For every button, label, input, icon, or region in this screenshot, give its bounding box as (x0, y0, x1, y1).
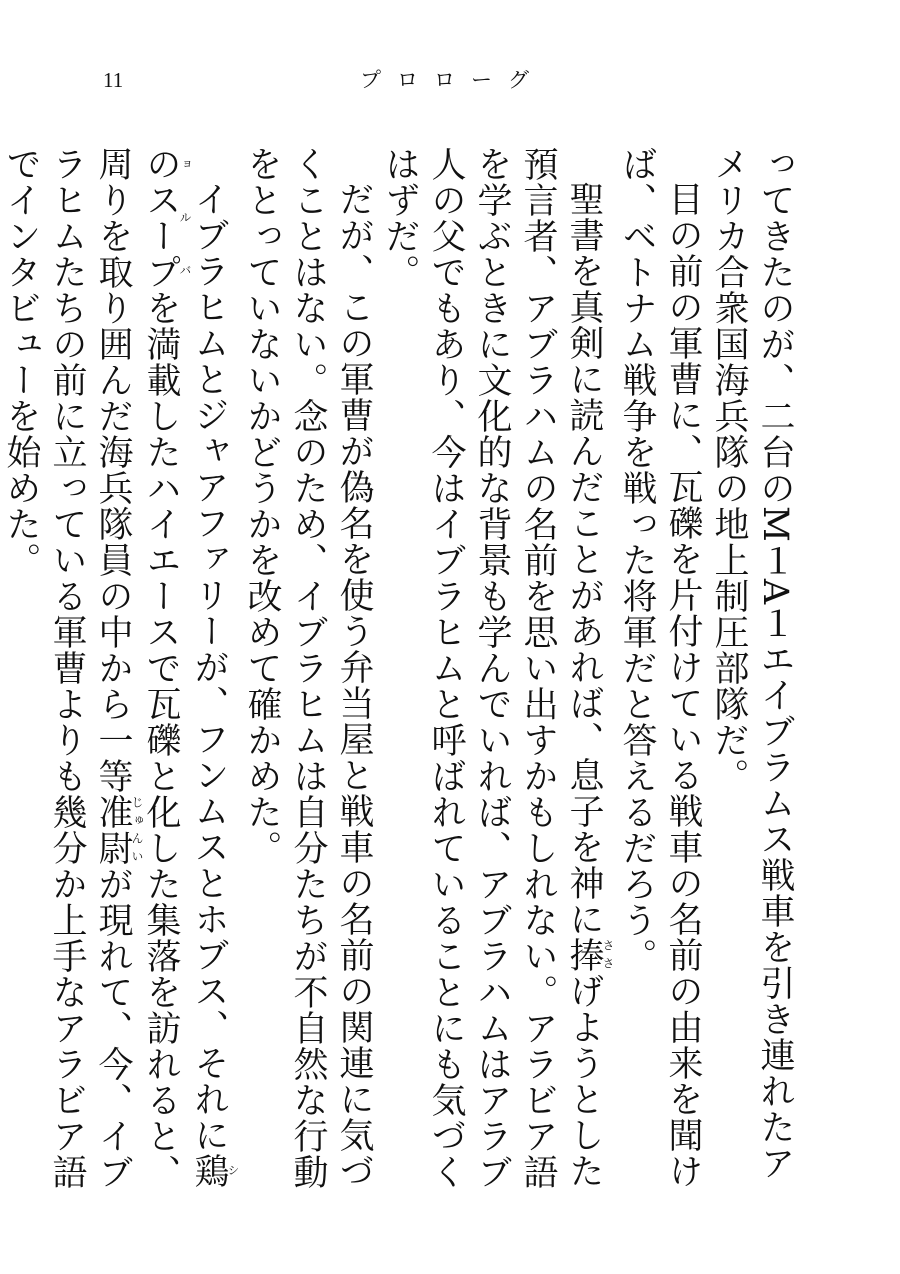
ruby-base: 准尉 (93, 794, 133, 866)
ruby-junni (93, 794, 144, 866)
paragraph-3-part-b: げようとした預言者、アブラハムの名前を思い出すかもしれない。アラビア語を学ぶときに文化的な背景も学んでいれば、アブラハムはアラブ人の父でもあり、今はイブラヒムと呼ばれていることにも気づくはずだ。 (380, 146, 604, 1190)
paragraph-2: 目の前の軍曹に、瓦礫を片付けている戦車の名前の由来を聞けば、ベトナム戦争を戦った将軍だと答えるだろう。 (617, 146, 703, 1189)
paragraph-1: ってきたのが、二台のM１A１エイブラムス戦車を引き連れたアメリカ合衆国海兵隊の地上制圧部隊だ。 (709, 146, 795, 1182)
ruby-reading: ショルバ (178, 146, 240, 1189)
paragraph-3-part-a: 聖書を真剣に読んだことがあれば、息子を神に (564, 181, 604, 937)
paragraph-4: だが、この軍曹が偽名を使う弁当屋と戦車の名前の関連に気づくことはない。念のため、イブラヒムは自分たちが不自然な行動をとっていないかどうかを改めて確かめた。 (242, 146, 374, 1190)
paragraph-5 (0, 146, 239, 1196)
ruby-base: 捧 (564, 937, 604, 973)
ruby-reading: じゅんい (130, 794, 144, 866)
ruby-reading: ささ (601, 937, 615, 973)
paragraph-5-part-a: イブラヒムとジャアファリーが、フンムスとホブス、それに (189, 181, 229, 1153)
body-text (1, 146, 798, 1196)
page-number: 11 (103, 68, 124, 92)
paragraph-5-part-c: が現れて、今、イブラヒムたちの前に立っている軍曹よりも幾分か上手なアラビア語でインタビューを始めた。 (1, 146, 133, 1190)
running-title: プロローグ (360, 68, 545, 92)
paragraph-3 (377, 146, 614, 1196)
paragraph-5-part-b: を満載したハイエースで瓦礫と化した集落を訪れると、周りを取り囲んだ海兵隊員の中から一等 (93, 146, 181, 1190)
ruby-base: 鶏のスープ (141, 146, 229, 1189)
ruby-sasa (564, 937, 615, 973)
